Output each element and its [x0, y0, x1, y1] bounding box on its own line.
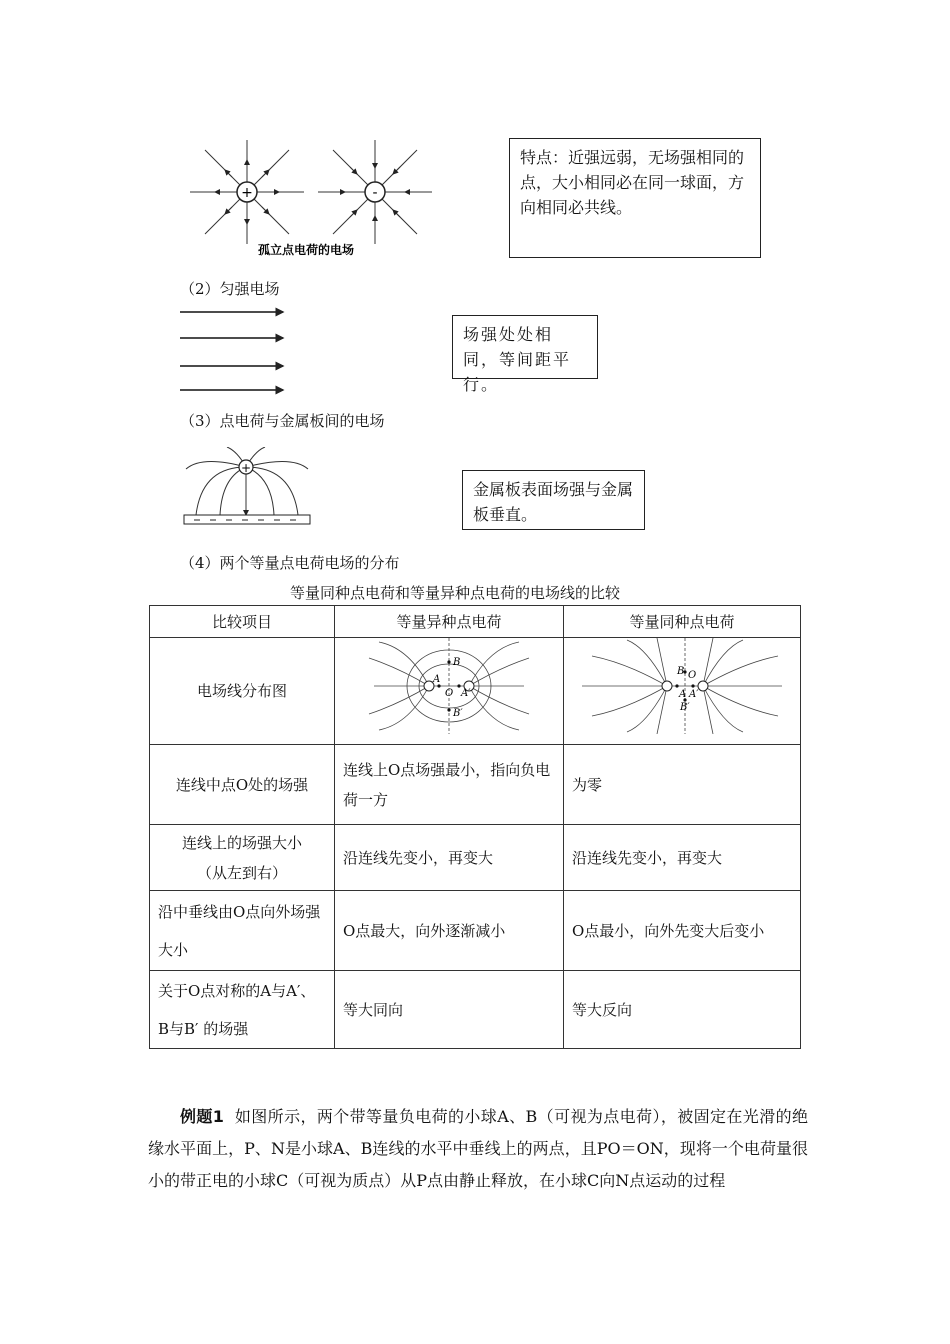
minus-sign: - — [372, 185, 378, 201]
plate-field-note: 金属板表面场强与金属板垂直。 — [462, 470, 645, 530]
row-opposite: 等大同向 — [335, 971, 564, 1049]
row-item: 连线上的场强大小（从左到右） — [150, 825, 335, 891]
two-charges-heading: （4）两个等量点电荷电场的分布 — [180, 554, 400, 572]
table-row — [150, 971, 801, 1049]
svg-text:B′: B′ — [680, 702, 690, 713]
plus-sign: + — [241, 185, 253, 201]
svg-text:O: O — [445, 688, 454, 699]
opposite-charges-diagram — [349, 638, 549, 734]
row-same: 为零 — [564, 745, 801, 825]
svg-text:A′: A′ — [689, 689, 699, 700]
plate-field-heading: （3）点电荷与金属板间的电场 — [180, 412, 385, 430]
row-same: O点最小，向外先变大后变小 — [564, 891, 801, 971]
same-charges-diagram — [567, 638, 797, 734]
row-opposite: O点最大，向外逐渐减小 — [335, 891, 564, 971]
row-same: 沿连线先变小，再变大 — [564, 825, 801, 891]
table-row — [150, 825, 801, 891]
header-item: 比较项目 — [150, 606, 335, 638]
table-header-row — [150, 606, 801, 638]
svg-text:A′: A′ — [461, 688, 471, 699]
header-opposite: 等量异种点电荷 — [335, 606, 564, 638]
example-label: 例题1 — [180, 1107, 224, 1126]
opposite-diagram-cell — [335, 638, 564, 745]
comparison-table — [149, 605, 801, 1049]
row-item: 沿中垂线由O点向外场强大小 — [150, 891, 335, 971]
charge-plate-figure — [182, 447, 312, 529]
row-item: 关于O点对称的A与A′、B与B′ 的场强 — [150, 971, 335, 1049]
table-row — [150, 745, 801, 825]
example-text: 如图所示，两个带等量负电荷的小球A、B（可视为点电荷），被固定在光滑的绝缘水平面上，P、N是小球A、B连线的水平中垂线上的两点，且PO＝ON，现将一个电荷量很小的带正电的小球C（可视为质点）从P点由静止释放，在小球C向N点运动的过程 — [148, 1107, 808, 1190]
example-paragraph — [148, 1101, 808, 1197]
same-diagram-cell — [564, 638, 801, 745]
feature-note: 特点：近强远弱，无场强相同的点，大小相同必在同一球面，方向相同必共线。 — [509, 138, 761, 258]
svg-text:B: B — [453, 657, 461, 668]
table-row — [150, 891, 801, 971]
table-title: 等量同种点电荷和等量异种点电荷的电场线的比较 — [290, 584, 621, 602]
svg-text:B′: B′ — [453, 708, 463, 719]
row-item: 连线中点O处的场强 — [150, 745, 335, 825]
uniform-field-note: 场强处处相同，等间距平行。 — [452, 315, 598, 379]
row-item: 电场线分布图 — [150, 638, 335, 745]
svg-text:+: + — [240, 461, 252, 475]
row-same: 等大反向 — [564, 971, 801, 1049]
point-charge-field-figure — [180, 130, 450, 265]
svg-text:A: A — [433, 674, 441, 685]
row-opposite: 连线上O点场强最小，指向负电荷一方 — [335, 745, 564, 825]
svg-text:O: O — [688, 670, 697, 681]
table-row — [150, 638, 801, 745]
uniform-field-heading: （2）匀强电场 — [180, 280, 280, 298]
uniform-field-figure — [178, 300, 293, 400]
row-opposite: 沿连线先变小，再变大 — [335, 825, 564, 891]
figure-caption: 孤立点电荷的电场 — [257, 243, 355, 257]
svg-text:A: A — [679, 689, 687, 700]
svg-text:B: B — [677, 666, 685, 677]
header-same: 等量同种点电荷 — [564, 606, 801, 638]
